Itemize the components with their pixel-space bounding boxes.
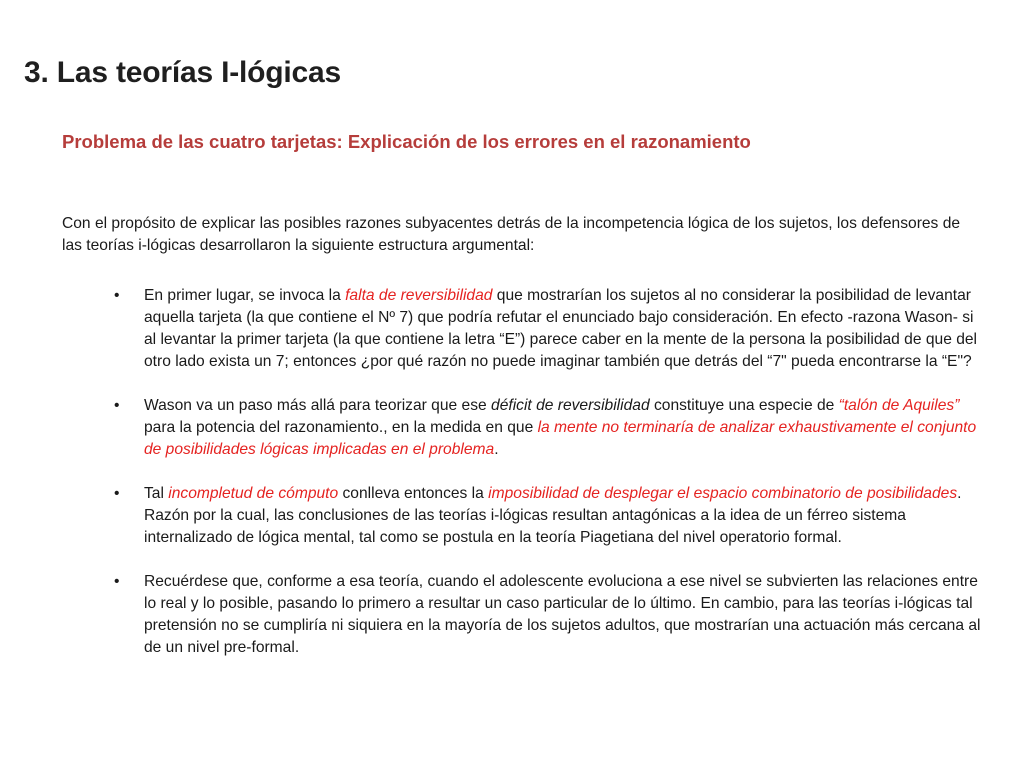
highlight-text: incompletud de cómputo xyxy=(168,485,339,502)
bullet-item-piagetiana xyxy=(62,571,982,659)
bullet-text: Wason va un paso más allá para teorizar que ese xyxy=(144,397,492,414)
bullet-dot-icon: • xyxy=(114,397,120,414)
bullet-text: . xyxy=(494,441,499,458)
bullet-text: que mostrarían los sujetos al no considerar la posibilidad de levantar aquella tarjeta (la que contiene el Nº 7) que podría refutar el enunciado bajo consideración. En efecto -razona Wason- si al levantar la primer tarjeta (la que contiene la letra “E”) parece caber en la mente de la persona la posibilidad de que del otro lado exista un 7; entonces ¿por qué razón no puede imaginar también que detrás del “7" pueda encontrarse la “E"? xyxy=(144,287,978,370)
intro-paragraph: Con el propósito de explicar las posibles razones subyacentes detrás de la incompetencia lógica de los sujetos, los defensores de las teorías i-lógicas desarrollaron la siguiente estructura argumental: xyxy=(62,215,961,254)
bullet-dot-icon: • xyxy=(114,573,120,590)
bullet-text: Tal xyxy=(144,485,169,502)
highlight-text: la mente no terminaría de analizar exhaustivamente el conjunto de posibilidades lógicas implicadas en el problema xyxy=(144,419,977,458)
bullet-item-incompletud xyxy=(62,483,982,549)
bullet-text: Recuérdese que, conforme a esa teoría, cuando el adolescente evoluciona a ese nivel se subvierten las relaciones entre lo real y lo posible, pasando lo primero a resultar un caso particular de lo último. En cambio, para las teorías i-lógicas tal pretensión no se cumpliría ni siquiera en la mayoría de los sujetos adultos, que mostrarían una actuación más cercana al de un nivel pre-formal. xyxy=(144,573,981,656)
bullet-item-talon-de-aquiles xyxy=(62,395,982,461)
bullet-text: En primer lugar, se invoca la xyxy=(144,287,346,304)
bullet-text: constituye una especie de xyxy=(649,397,839,414)
bullet-item-reversibilidad xyxy=(62,285,982,373)
slide-subtitle: Problema de las cuatro tarjetas: Explicación de los errores en el razonamiento xyxy=(62,131,751,152)
bullet-text: . Razón por la cual, las conclusiones de las teorías i-lógicas resultan antagónicas a la idea de un férreo sistema internalizado de lógica mental, tal como se postula en la teoría Piagetiana del nivel operatorio formal. xyxy=(144,485,962,546)
bullet-text: para la potencia del razonamiento., en la medida en que xyxy=(144,419,538,436)
bullet-dot-icon: • xyxy=(114,485,120,502)
highlight-text: imposibilidad de desplegar el espacio combinatorio de posibilidades xyxy=(488,485,958,502)
italic-text: déficit de reversibilidad xyxy=(491,397,650,414)
highlight-text: falta de reversibilidad xyxy=(345,287,493,304)
bullet-dot-icon: • xyxy=(114,287,120,304)
slide-title: 3. Las teorías I-lógicas xyxy=(24,56,341,89)
bullet-text: conlleva entonces la xyxy=(338,485,489,502)
highlight-text: “talón de Aquiles” xyxy=(838,397,960,414)
bullet-list xyxy=(62,285,982,681)
